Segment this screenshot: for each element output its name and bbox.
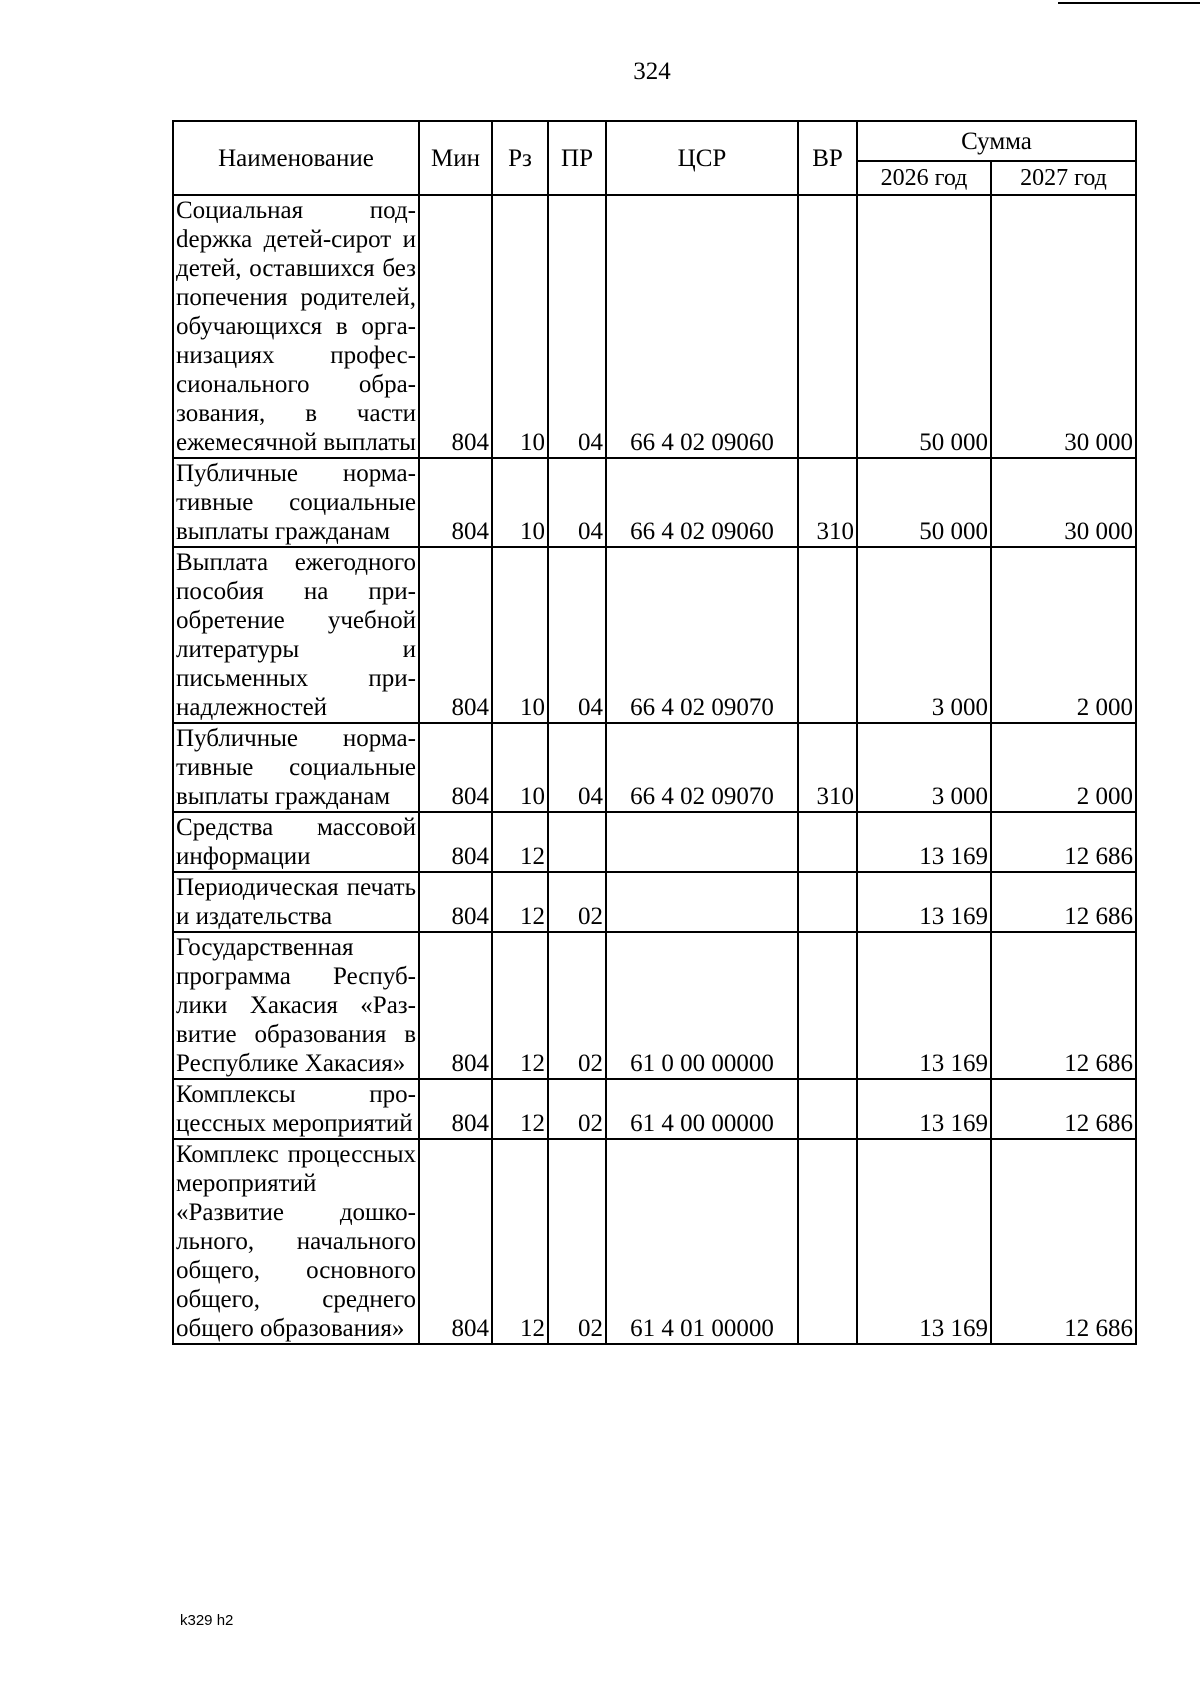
cell-amount-2027: 12 686 xyxy=(991,932,1136,1079)
cell-amount-2027: 30 000 xyxy=(991,458,1136,547)
cell-pr: 04 xyxy=(548,547,606,723)
cell-vr xyxy=(798,195,857,458)
table-row xyxy=(173,932,1136,1079)
table-row xyxy=(173,872,1136,932)
cell-amount-2026: 3 000 xyxy=(857,723,991,812)
cell-name: Выплата ежегодного пособия на приобретение учебной литературы и письменных принадлежностей xyxy=(173,547,419,723)
cell-name: Комплекс процессных мероприятий «Развитие дошкольного, начального общего, основного общего, среднего общего образования» xyxy=(173,1139,419,1344)
cell-vr xyxy=(798,1079,857,1139)
header-csr: ЦСР xyxy=(606,121,798,195)
top-rule xyxy=(1058,2,1200,4)
cell-csr: 66 4 02 09060 xyxy=(606,458,798,547)
table-row xyxy=(173,547,1136,723)
cell-min: 804 xyxy=(419,932,492,1079)
cell-name: Публичные нормативные социальные выплаты гражданам xyxy=(173,458,419,547)
table-row xyxy=(173,1139,1136,1344)
cell-amount-2026: 13 169 xyxy=(857,1079,991,1139)
cell-pr: 02 xyxy=(548,1139,606,1344)
cell-csr xyxy=(606,872,798,932)
cell-rz: 12 xyxy=(492,1139,548,1344)
cell-amount-2027: 12 686 xyxy=(991,1079,1136,1139)
cell-csr: 66 4 02 09070 xyxy=(606,547,798,723)
cell-csr: 61 4 00 00000 xyxy=(606,1079,798,1139)
cell-rz: 12 xyxy=(492,872,548,932)
cell-csr: 66 4 02 09070 xyxy=(606,723,798,812)
cell-amount-2026: 13 169 xyxy=(857,872,991,932)
cell-vr xyxy=(798,872,857,932)
cell-rz: 10 xyxy=(492,195,548,458)
cell-vr: 310 xyxy=(798,723,857,812)
footer-code: k329 h2 xyxy=(180,1612,234,1629)
cell-name: Публичные нормативные социальные выплаты гражданам xyxy=(173,723,419,812)
header-year-2026: 2026 год xyxy=(857,161,991,195)
cell-pr: 04 xyxy=(548,195,606,458)
cell-pr: 02 xyxy=(548,932,606,1079)
cell-pr: 02 xyxy=(548,872,606,932)
cell-csr: 66 4 02 09060 xyxy=(606,195,798,458)
page-number: 324 xyxy=(633,58,671,85)
cell-min: 804 xyxy=(419,1139,492,1344)
header-name: Наименование xyxy=(173,121,419,195)
budget-table xyxy=(172,120,1137,1345)
cell-amount-2027: 2 000 xyxy=(991,723,1136,812)
cell-min: 804 xyxy=(419,458,492,547)
cell-vr xyxy=(798,1139,857,1344)
table-row xyxy=(173,812,1136,872)
cell-vr: 310 xyxy=(798,458,857,547)
cell-rz: 12 xyxy=(492,812,548,872)
cell-min: 804 xyxy=(419,1079,492,1139)
cell-rz: 12 xyxy=(492,932,548,1079)
table-row xyxy=(173,1079,1136,1139)
cell-min: 804 xyxy=(419,812,492,872)
cell-amount-2026: 50 000 xyxy=(857,195,991,458)
cell-amount-2026: 13 169 xyxy=(857,932,991,1079)
header-year-2027: 2027 год xyxy=(991,161,1136,195)
cell-csr: 61 0 00 00000 xyxy=(606,932,798,1079)
cell-rz: 12 xyxy=(492,1079,548,1139)
header-pr: ПР xyxy=(548,121,606,195)
cell-rz: 10 xyxy=(492,547,548,723)
table-row xyxy=(173,195,1136,458)
cell-amount-2027: 30 000 xyxy=(991,195,1136,458)
header-row xyxy=(173,121,1136,161)
cell-name: Средства массовой информации xyxy=(173,812,419,872)
header-min: Мин xyxy=(419,121,492,195)
cell-amount-2027: 12 686 xyxy=(991,872,1136,932)
cell-name: Социальная подdержка детей-сирот и детей, оставшихся без попечения родителей, обучающихся в организациях профессионального образования, в части ежемесячной выплаты xyxy=(173,195,419,458)
cell-pr: 04 xyxy=(548,723,606,812)
cell-pr: 02 xyxy=(548,1079,606,1139)
cell-vr xyxy=(798,547,857,723)
cell-name: Комплексы процессных мероприятий xyxy=(173,1079,419,1139)
cell-min: 804 xyxy=(419,872,492,932)
cell-pr: 04 xyxy=(548,458,606,547)
cell-amount-2027: 2 000 xyxy=(991,547,1136,723)
table-row xyxy=(173,723,1136,812)
cell-amount-2026: 3 000 xyxy=(857,547,991,723)
cell-name: Периодическая печать и издательства xyxy=(173,872,419,932)
cell-amount-2027: 12 686 xyxy=(991,1139,1136,1344)
cell-amount-2026: 13 169 xyxy=(857,1139,991,1344)
cell-csr: 61 4 01 00000 xyxy=(606,1139,798,1344)
cell-vr xyxy=(798,812,857,872)
header-vr: ВР xyxy=(798,121,857,195)
cell-amount-2027: 12 686 xyxy=(991,812,1136,872)
header-sum: Сумма xyxy=(857,121,1136,161)
cell-min: 804 xyxy=(419,723,492,812)
cell-amount-2026: 13 169 xyxy=(857,812,991,872)
cell-name: Государственная программа Республики Хакасия «Развитие образования в Республике Хакасия» xyxy=(173,932,419,1079)
cell-amount-2026: 50 000 xyxy=(857,458,991,547)
cell-pr xyxy=(548,812,606,872)
table-row xyxy=(173,458,1136,547)
cell-rz: 10 xyxy=(492,458,548,547)
cell-rz: 10 xyxy=(492,723,548,812)
cell-min: 804 xyxy=(419,195,492,458)
cell-csr xyxy=(606,812,798,872)
header-rz: Рз xyxy=(492,121,548,195)
cell-vr xyxy=(798,932,857,1079)
cell-min: 804 xyxy=(419,547,492,723)
